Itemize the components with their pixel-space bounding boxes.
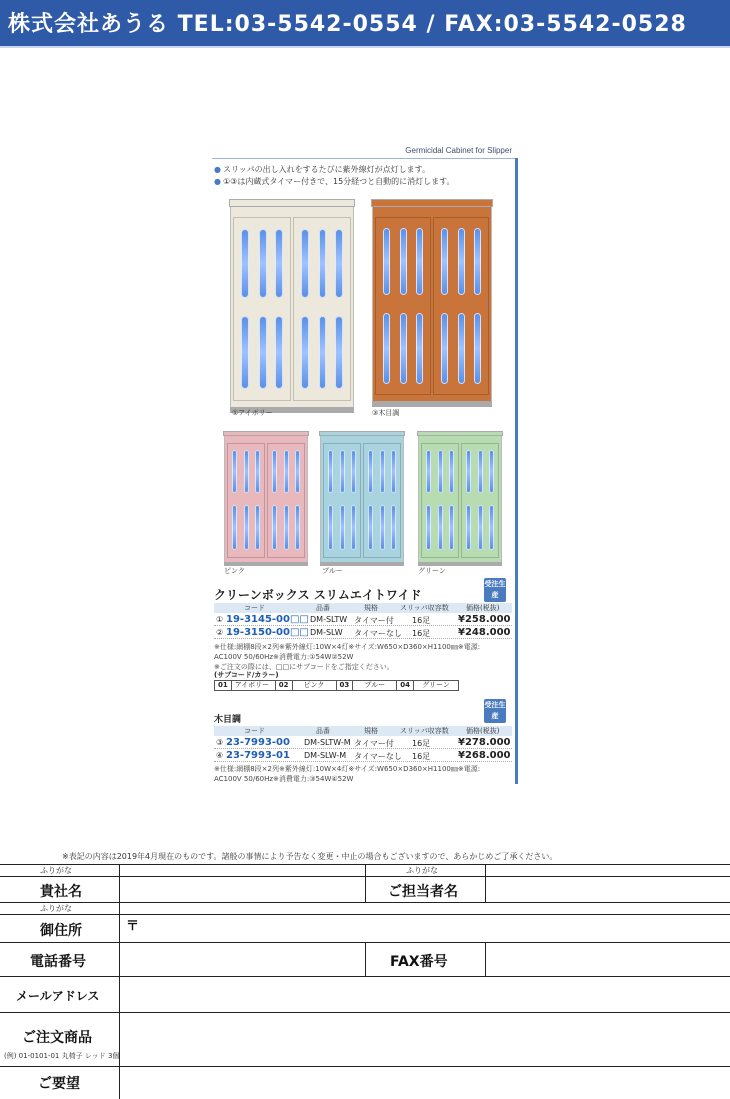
cabinet-window <box>489 505 494 550</box>
spec-note-line: ※ご注文の際には、□□にサブコードをご指定ください。 <box>214 663 394 671</box>
form-row-request <box>0 1067 730 1099</box>
product-price: ¥278.000 <box>458 737 511 748</box>
cabinet-door <box>267 443 306 558</box>
footnote: ※表記の内容は2019年4月現在のものです。諸般の事情により予告なく変更・中止の場合もございますので、あらかじめご了承ください。 <box>62 852 558 861</box>
product-row <box>214 615 512 626</box>
spec-notes <box>214 642 514 672</box>
cabinet-window <box>241 229 249 298</box>
spec-note-line: AC100V 50/60Hz※消費電力:①54W②52W <box>214 653 354 661</box>
cabinet-window <box>474 313 481 383</box>
email-label: メールアドレス <box>16 989 100 1003</box>
cabinet-window <box>295 505 300 550</box>
product-capacity: 16足 <box>412 752 431 761</box>
address-label: 御住所 <box>40 923 82 939</box>
cabinet-window <box>259 229 267 298</box>
product-title: クリーンボックス スリムエイトワイド <box>214 588 422 602</box>
spec-note-line: ※仕様:網棚8段×2列※紫外線灯:10W×4灯※サイズ:W650×D360×H1100㎜※電源: <box>214 765 481 773</box>
cabinet-window <box>284 450 289 493</box>
cabinet-window <box>416 228 423 295</box>
postal-mark: 〒 <box>126 919 140 934</box>
cabinet-window <box>466 450 471 493</box>
cabinet-label-green: グリーン <box>418 567 446 575</box>
cabinet-door <box>433 217 488 395</box>
product-code: 19-3150-00□□ <box>226 627 309 638</box>
furigana-label: ふりがな <box>40 866 72 875</box>
label-cell <box>0 977 120 1012</box>
subcode-color: ピンク <box>293 681 337 690</box>
col-spec: 規格 <box>364 727 378 735</box>
spec-note-line: AC100V 50/60Hz※消費電力:③54W④52W <box>214 775 354 783</box>
cabinet-window <box>383 313 390 383</box>
furigana-cell <box>0 903 120 914</box>
cabinet-window <box>295 450 300 493</box>
furigana-cell <box>366 865 486 876</box>
email-input[interactable] <box>120 977 730 1012</box>
cabinet-window <box>438 505 443 550</box>
cabinet-door <box>375 217 430 395</box>
cabinet-door <box>421 443 460 558</box>
cabinet-window <box>368 505 373 550</box>
form-row-email <box>0 977 730 1013</box>
product-row <box>214 738 512 749</box>
form-row-address-furigana <box>0 903 730 915</box>
cabinet-window <box>466 505 471 550</box>
cabinet-window <box>255 450 260 493</box>
label-cell <box>366 877 486 902</box>
col-price: 価格(税抜) <box>466 604 500 612</box>
cabinet-window <box>319 316 327 389</box>
subcode-color: ブルー <box>353 681 397 690</box>
cabinet-top <box>371 199 494 207</box>
cabinet-window <box>301 229 309 298</box>
cabinet-door <box>293 217 350 401</box>
cabinet-window <box>391 505 396 550</box>
cabinet-window <box>478 505 483 550</box>
cabinet-window <box>319 229 327 298</box>
cabinet-door <box>461 443 500 558</box>
made-to-order-badge: 受注生産 <box>484 578 506 602</box>
product-model: DM-SLTW-M <box>304 738 351 747</box>
label-cell <box>0 915 120 942</box>
english-title: Germicidal Cabinet for Slipper <box>405 146 512 155</box>
cabinet-label-wood: ③木目調 <box>372 409 400 417</box>
catalog-page <box>212 146 518 784</box>
col-spec: 規格 <box>364 604 378 612</box>
cabinet-base <box>320 562 404 566</box>
cabinet-window <box>255 505 260 550</box>
cabinet-window <box>340 505 345 550</box>
product-price: ¥258.000 <box>458 614 511 625</box>
product-price: ¥248.000 <box>458 627 511 638</box>
cabinet-base <box>418 562 502 566</box>
product-code: 23-7993-01 <box>226 750 290 761</box>
cabinet-window <box>449 505 454 550</box>
form-row-furigana <box>0 865 730 877</box>
col-code: コード <box>244 604 265 612</box>
col-code: コード <box>244 727 265 735</box>
request-input[interactable] <box>120 1067 730 1099</box>
row-number: ② <box>216 628 224 637</box>
cabinet-window <box>335 316 343 389</box>
subcode-table <box>214 680 459 691</box>
label-cell <box>0 943 120 976</box>
cabinet-window <box>284 505 289 550</box>
cabinet-label-pink: ピンク <box>224 567 245 575</box>
label-cell <box>366 943 486 976</box>
cabinet-door <box>227 443 266 558</box>
cabinet-window <box>272 450 277 493</box>
cabinet-top <box>223 431 308 436</box>
product-spec: タイマーなし <box>354 752 402 761</box>
person-label: ご担当者名 <box>388 884 458 900</box>
product-capacity: 16足 <box>412 739 431 748</box>
header-contact-text: 株式会社あうる TEL:03-5542-0554 / FAX:03-5542-0528 <box>8 12 687 37</box>
cabinet-window <box>438 450 443 493</box>
cabinet-base <box>372 401 492 407</box>
catalog-top-rule <box>212 158 518 159</box>
request-label: ご要望 <box>38 1076 80 1092</box>
subcode-number: 03 <box>337 681 354 690</box>
cabinet-window <box>244 505 249 550</box>
cabinet-window <box>244 450 249 493</box>
cabinet-top <box>229 199 356 207</box>
cabinet-window <box>340 450 345 493</box>
product-spec: タイマー付 <box>354 739 394 748</box>
made-to-order-badge: 受注生産 <box>484 699 506 723</box>
cabinet-window <box>259 316 267 389</box>
cabinet-wood-image <box>372 204 492 404</box>
furigana-label: ふりがな <box>40 904 72 913</box>
header-divider <box>0 46 730 48</box>
subcode-color: グリーン <box>422 681 450 689</box>
row-number: ① <box>216 615 224 624</box>
subcode-number: 04 <box>397 681 414 690</box>
cabinet-window <box>275 316 283 389</box>
furigana-cell <box>0 865 120 876</box>
cabinet-window <box>368 450 373 493</box>
cabinet-label-blue: ブルー <box>322 567 343 575</box>
product-model: DM-SLW <box>310 628 343 637</box>
form-row-address <box>0 915 730 943</box>
address-furigana-input[interactable] <box>120 903 730 914</box>
order-example: (例) 01-0101-01 丸椅子 レッド 3個 <box>4 1052 120 1060</box>
product-spec: タイマー付 <box>354 616 394 625</box>
cabinet-window <box>400 313 407 383</box>
spec-notes <box>214 764 514 784</box>
cabinet-window <box>458 228 465 295</box>
cabinet-window <box>232 505 237 550</box>
order-input[interactable] <box>120 1013 730 1066</box>
spec-note-line: ※仕様:網棚8段×2列※紫外線灯:10W×4灯※サイズ:W650×D360×H1100㎜※電源: <box>214 643 481 651</box>
product-row <box>214 751 512 762</box>
cabinet-window <box>383 228 390 295</box>
cabinet-top <box>417 431 502 436</box>
product-capacity: 16足 <box>412 616 431 625</box>
cabinet-window <box>416 313 423 383</box>
catalog-side-bar <box>515 158 518 784</box>
cabinet-window <box>380 450 385 493</box>
address-input[interactable] <box>120 915 730 942</box>
cabinet-window <box>441 228 448 295</box>
cabinet-window <box>351 505 356 550</box>
cabinet-window <box>241 316 249 389</box>
cabinet-base <box>224 562 308 566</box>
product-capacity: 16足 <box>412 629 431 638</box>
header-bar <box>0 0 730 46</box>
product-row <box>214 628 512 639</box>
person-furigana-input[interactable] <box>486 865 730 876</box>
cabinet-window <box>301 316 309 389</box>
cabinet-blue-image <box>320 434 404 564</box>
label-cell <box>0 877 120 902</box>
product-code: 19-3145-00□□ <box>226 614 309 625</box>
cabinet-window <box>272 505 277 550</box>
phone-input[interactable] <box>120 943 366 976</box>
company-label: 貴社名 <box>40 884 82 900</box>
subcode-number: 01 <box>215 681 232 690</box>
fax-input[interactable] <box>486 943 730 976</box>
col-model: 品番 <box>316 727 330 735</box>
col-capacity: スリッパ収容数 <box>400 727 449 735</box>
cabinet-window <box>449 450 454 493</box>
cabinet-door <box>363 443 402 558</box>
cabinet-window <box>478 450 483 493</box>
cabinet-window <box>232 450 237 493</box>
col-model: 品番 <box>316 604 330 612</box>
cabinet-window <box>380 505 385 550</box>
phone-label: 電話番号 <box>30 954 86 970</box>
cabinet-window <box>335 229 343 298</box>
product-code: 23-7993-00 <box>226 737 290 748</box>
cabinet-window <box>328 505 333 550</box>
cabinet-window <box>458 313 465 383</box>
cabinet-window <box>351 450 356 493</box>
cabinet-window <box>328 450 333 493</box>
cabinet-top <box>319 431 404 436</box>
company-furigana-input[interactable] <box>120 865 366 876</box>
label-cell <box>0 1067 120 1099</box>
wood-table-header <box>214 726 512 736</box>
cabinet-window <box>426 505 431 550</box>
subcode-color: アイボリー <box>232 681 276 690</box>
subcode-title: (サブコード/カラー) <box>214 671 279 679</box>
cabinet-window <box>489 450 494 493</box>
wood-section-title: 木目調 <box>214 715 242 725</box>
row-number: ③ <box>216 738 224 747</box>
feature-bullet: ● ①③は内蔵式タイマー付きで、15分経つと自動的に消灯します。 <box>214 176 455 188</box>
cabinet-door <box>233 217 290 401</box>
fax-label: FAX番号 <box>390 954 448 970</box>
row-number: ④ <box>216 751 224 760</box>
cabinet-ivory-image <box>230 204 354 410</box>
cabinet-door <box>323 443 362 558</box>
order-form <box>0 864 730 1099</box>
product-spec: タイマーなし <box>354 629 402 638</box>
cabinet-window <box>426 450 431 493</box>
product-price: ¥268.000 <box>458 750 511 761</box>
cabinet-window <box>441 313 448 383</box>
label-cell <box>0 1013 120 1066</box>
feature-bullets <box>214 164 455 188</box>
col-price: 価格(税抜) <box>466 727 500 735</box>
subcode-number: 02 <box>276 681 293 690</box>
form-row-company <box>0 877 730 903</box>
product-model: DM-SLW-M <box>304 751 347 760</box>
cabinet-window <box>400 228 407 295</box>
cabinet-window <box>391 450 396 493</box>
cabinet-green-image <box>418 434 502 564</box>
product-model: DM-SLTW <box>310 615 348 624</box>
cabinet-window <box>275 229 283 298</box>
form-row-phone <box>0 943 730 977</box>
cabinet-pink-image <box>224 434 308 564</box>
cabinet-label-ivory: ①アイボリー <box>232 409 273 417</box>
order-label: ご注文商品 <box>22 1030 92 1046</box>
cabinet-window <box>474 228 481 295</box>
furigana-label: ふりがな <box>406 866 438 875</box>
product-table-header <box>214 603 512 613</box>
feature-bullet: ● スリッパの出し入れをするたびに紫外線灯が点灯します。 <box>214 164 455 176</box>
col-capacity: スリッパ収容数 <box>400 604 449 612</box>
person-input[interactable] <box>486 877 730 902</box>
form-row-order <box>0 1013 730 1067</box>
company-input[interactable] <box>120 877 366 902</box>
